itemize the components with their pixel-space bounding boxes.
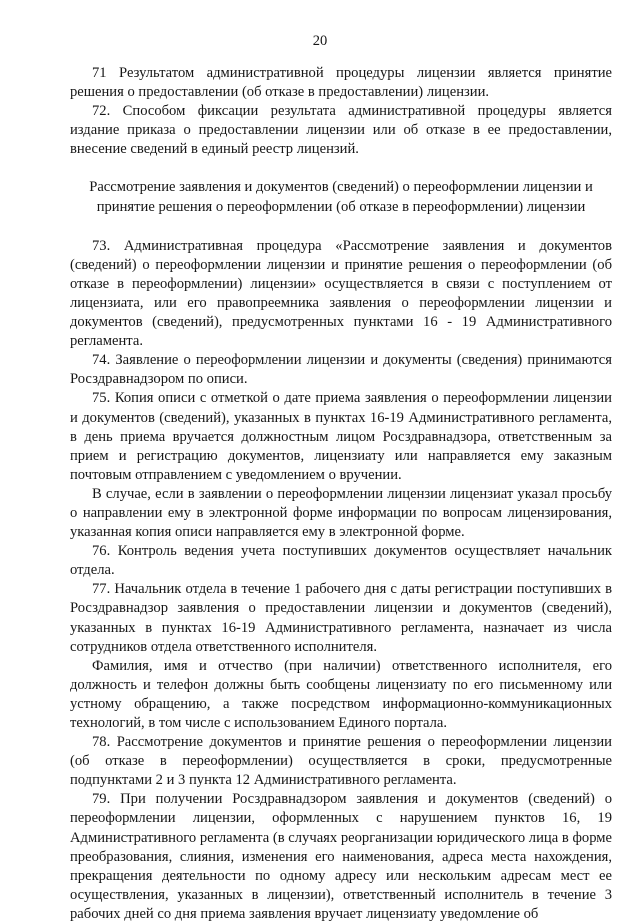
paragraph-75: 75. Копия описи с отметкой о дате приема заявления о переоформлении лицензии и документов (сведений), указанных в пунктах 16-19 Административного регламента, в день приема вручается должностным лицом Росздравнадзора, ответственным за прием и регистрацию документов, лицензиату или направляется ему заказным почтовым отправлением с уведомлением о вручении. <box>70 390 612 483</box>
paragraph-72: 72. Способом фиксации результата административной процедуры является издание приказа о предоставлении лицензии или об отказе в ее предоставлении, внесение сведений в единый реестр лицензий. <box>70 103 612 158</box>
paragraph-73: 73. Административная процедура «Рассмотрение заявления и документов (сведений) о переоформлении лицензии и принятие решения о переоформлении (об отказе в переоформлении) лицензии» осуществляется в связи с поступлением от лицензиата, или его правопреемника заявления о переоформлении лицензии и документов (сведений), предусмотренных пунктами 16 - 19 Административного регламента. <box>70 237 612 350</box>
section-heading: Рассмотрение заявления и документов (сведений) о переоформлении лицензии и принятие решения о переоформлении (об отказе в переоформлении) лицензии <box>89 179 593 215</box>
paragraph-79: 79. При получении Росздравнадзором заявления и документов (сведений) о переоформлении лицензии, оформленных с нарушением пунктов 16, 19 Административного регламента (в случаях реорганизации юридического лица в форме преобразования, слияния, изменения его наименования, адреса места нахождения, прекращения деятельности по одному адресу или нескольким адресам мест ее осуществления, указанных в лицензии), ответственный исполнитель в течение 3 рабочих дней со дня приема заявления вручает лицензиату уведомление об <box>70 791 612 922</box>
document-body <box>70 64 612 924</box>
paragraph-76: 76. Контроль ведения учета поступивших документов осуществляет начальник отдела. <box>70 543 612 579</box>
paragraph-78: 78. Рассмотрение документов и принятие решения о переоформлении лицензии (об отказе в переоформлении) осуществляется в сроки, предусмотренные подпунктами 2 и 3 пункта 12 Административного регламента. <box>70 734 612 789</box>
page-number: 20 <box>312 33 328 49</box>
paragraph-75-continued: В случае, если в заявлении о переоформлении лицензии лицензиат указал просьбу о направлении ему в электронной форме информации по вопросам лицензирования, указанная копия описи направляется ему в электронной форме. <box>70 485 612 541</box>
paragraph-77-continued: Фамилия, имя и отчество (при наличии) ответственного исполнителя, его должность и телефон должны быть сообщены лицензиату по его письменному или устному обращению, а также посредством информационно-коммуникационных технологий, в том числе с использованием Единого портала. <box>70 657 612 731</box>
paragraph-71: 71 Результатом административной процедуры лицензии является принятие решения о предоставлении (об отказе в предоставлении) лицензии. <box>70 65 612 101</box>
paragraph-77: 77. Начальник отдела в течение 1 рабочего дня с даты регистрации поступивших в Росздравнадзор заявления о предоставлении лицензии и документов (сведений), указанных в пунктах 16-19 Административного регламента, назначает из числа сотрудников отдела ответственного исполнителя. <box>70 581 612 655</box>
paragraph-74: 74. Заявление о переоформлении лицензии и документы (сведения) принимаются Росздравнадзором по описи. <box>70 352 612 388</box>
